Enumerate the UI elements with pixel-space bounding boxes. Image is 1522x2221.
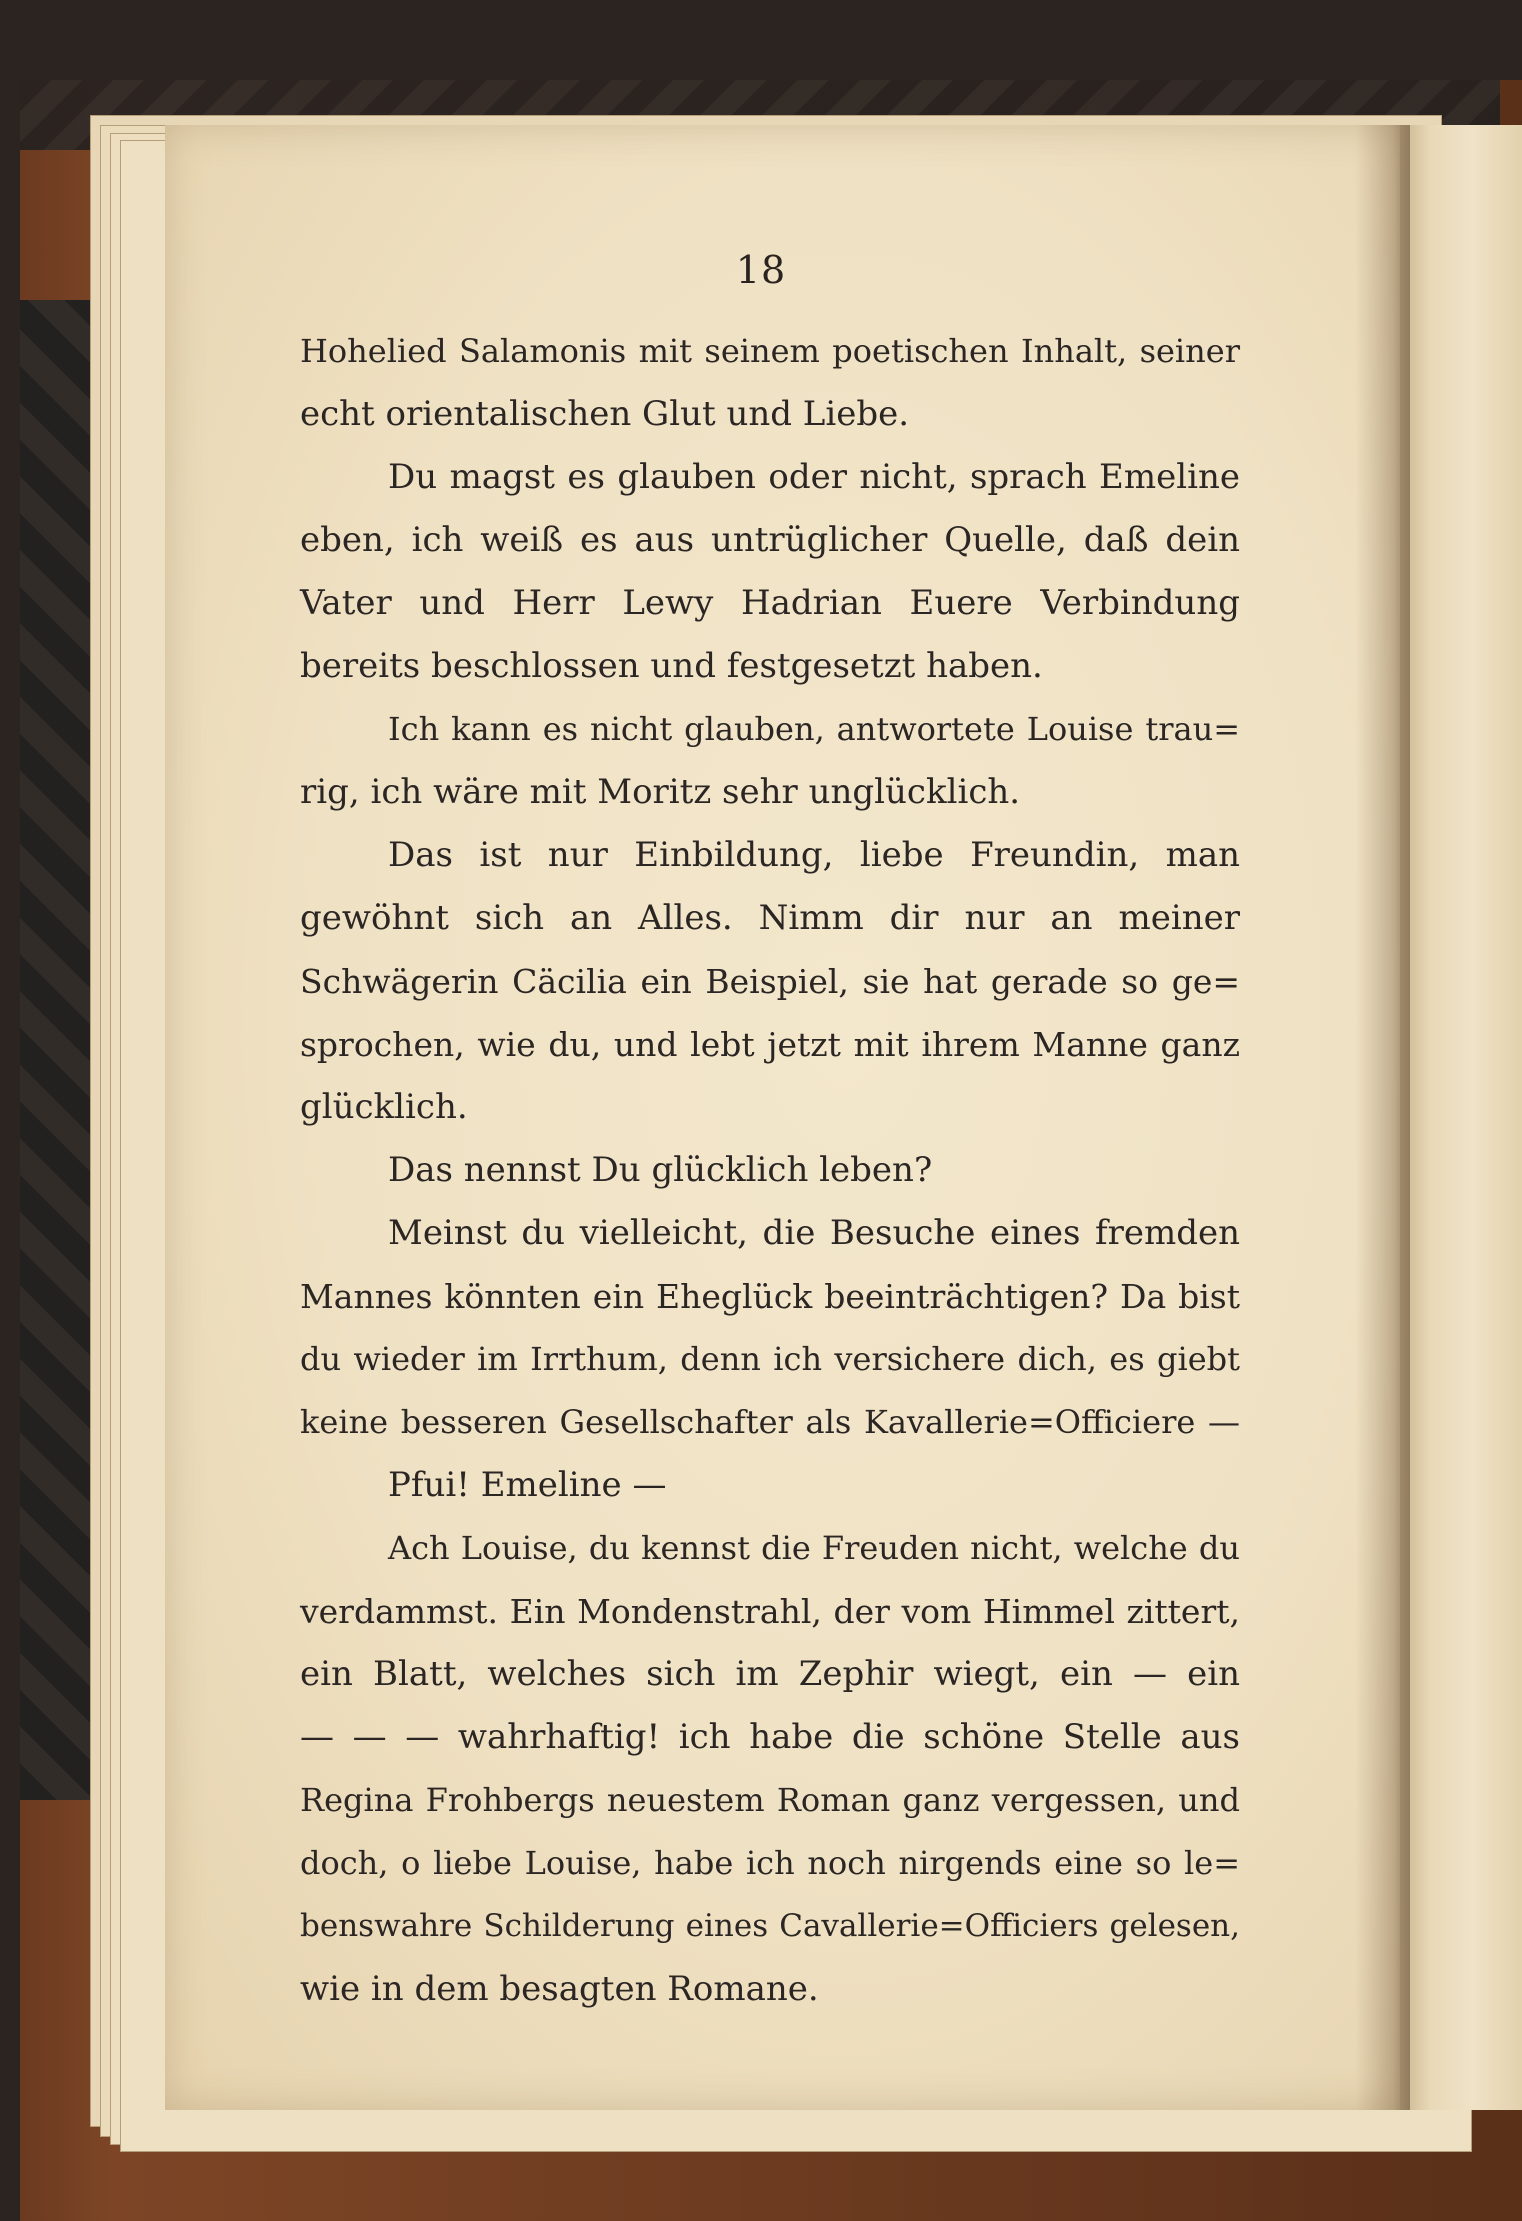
text-line: Schwägerin Cäcilia ein Beispiel, sie hat gerade so ge= bbox=[300, 962, 1240, 1001]
text-line: Regina Frohbergs neuestem Roman ganz vergessen, und bbox=[300, 1781, 1240, 1819]
text-line: Pfui! Emeline — bbox=[388, 1465, 667, 1505]
text-line: du wieder im Irrthum, denn ich versichere dich, es giebt bbox=[300, 1340, 1240, 1378]
text-line: Mannes könnten ein Eheglück beeinträchtigen? Da bist bbox=[300, 1277, 1240, 1316]
text-line: verdammst. Ein Mondenstrahl, der vom Himmel zittert, bbox=[300, 1592, 1240, 1631]
text-line: Ich kann es nicht glauben, antwortete Louise trau= bbox=[388, 710, 1240, 748]
text-line: Du magst es glauben oder nicht, sprach Emeline bbox=[388, 457, 1240, 497]
text-line: bereits beschlossen und festgesetzt haben. bbox=[300, 646, 1043, 686]
page-text bbox=[300, 320, 1240, 2021]
text-line: ein Blatt, welches sich im Zephir wiegt, ein — ein bbox=[300, 1654, 1240, 1694]
text-line: sprochen, wie du, und lebt jetzt mit ihrem Manne ganz bbox=[300, 1025, 1240, 1064]
text-line: gewöhnt sich an Alles. Nimm dir nur an meiner bbox=[300, 898, 1240, 938]
facing-page-edge bbox=[1400, 125, 1522, 2110]
gutter-shadow bbox=[1355, 125, 1410, 2110]
text-line: doch, o liebe Louise, habe ich noch nirgends eine so le= bbox=[300, 1844, 1240, 1882]
text-line: benswahre Schilderung eines Cavallerie=Officiers gelesen, bbox=[300, 1908, 1240, 1944]
text-line: Meinst du vielleicht, die Besuche eines fremden bbox=[388, 1213, 1240, 1253]
cover-marble-left bbox=[20, 300, 90, 1800]
text-line: Vater und Herr Lewy Hadrian Euere Verbindung bbox=[300, 583, 1240, 623]
text-line: eben, ich weiß es aus untrüglicher Quelle, daß dein bbox=[300, 520, 1240, 560]
text-line: Das ist nur Einbildung, liebe Freundin, man bbox=[388, 835, 1240, 875]
text-line: — — — wahrhaftig! ich habe die schöne Stelle aus bbox=[300, 1717, 1240, 1757]
text-line: Hohelied Salamonis mit seinem poetischen Inhalt, seiner bbox=[300, 332, 1240, 370]
text-line: glücklich. bbox=[300, 1087, 468, 1127]
text-line: wie in dem besagten Romane. bbox=[300, 1969, 819, 2009]
text-line: Das nennst Du glücklich leben? bbox=[388, 1150, 933, 1190]
text-line: rig, ich wäre mit Moritz sehr unglücklich. bbox=[300, 772, 1021, 812]
text-line: echt orientalischen Glut und Liebe. bbox=[300, 394, 910, 434]
page-number: 18 bbox=[735, 248, 787, 292]
text-line: keine besseren Gesellschafter als Kavallerie=Officiere — bbox=[300, 1403, 1240, 1441]
text-line: Ach Louise, du kennst die Freuden nicht, welche du bbox=[388, 1529, 1240, 1567]
